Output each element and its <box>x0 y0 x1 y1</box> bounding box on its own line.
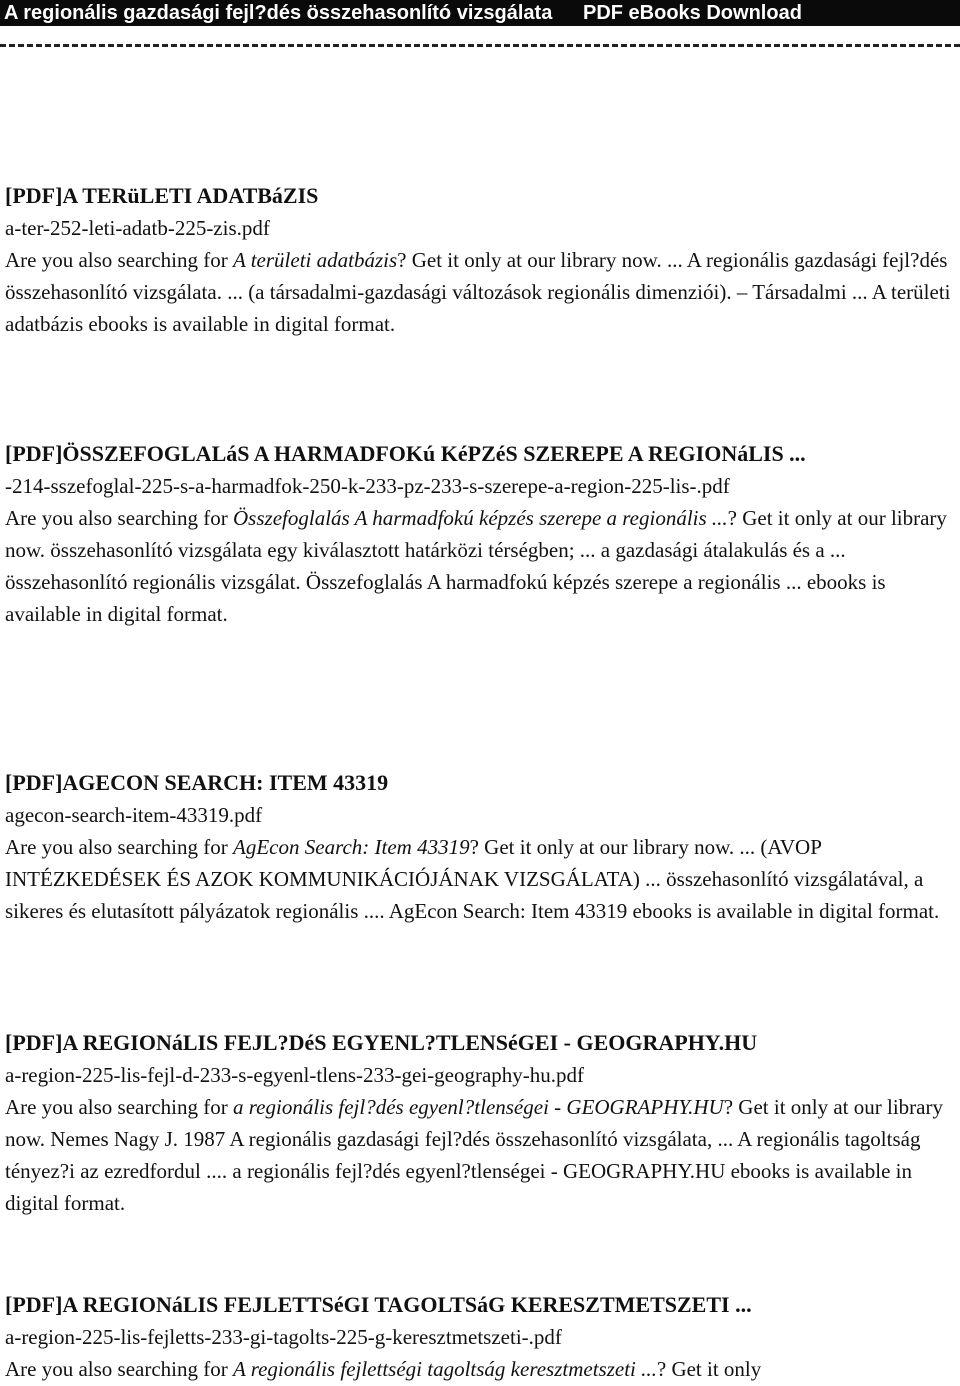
result-entry <box>5 1027 955 1219</box>
search-query: Összefoglalás A harmadfokú képzés szerepe a regionális ... <box>233 506 728 530</box>
result-heading[interactable]: [PDF]ÖSSZEFOGLALáS A HARMADFOKú KéPZéS SZEREPE A REGIONáLIS ... <box>5 441 806 466</box>
result-entry <box>5 1289 955 1385</box>
result-entry <box>5 767 955 927</box>
result-description: Are you also searching for Összefoglalás A harmadfokú képzés szerepe a regionális ...? Get it only at our library now. összehasonlító vizsgálata egy kiválasztott határközi térségben; ... a gazdasági átalakulás és a ... összehasonlító regionális vizsgálat. Összefoglalás A harmadfokú képzés szerepe a regionális ... ebooks is available in digital format. <box>5 506 947 626</box>
result-filename: a-ter-252-leti-adatb-225-zis.pdf <box>5 216 270 240</box>
result-entry <box>5 180 955 340</box>
result-filename: agecon-search-item-43319.pdf <box>5 803 263 827</box>
search-query: A regionális fejlettségi tagoltság keresztmetszeti ... <box>233 1357 657 1381</box>
brand-label: PDF eBooks Download <box>583 2 802 24</box>
result-description: Are you also searching for A regionális fejlettségi tagoltság keresztmetszeti ...? Get it only <box>5 1357 762 1381</box>
search-query: A területi adatbázis <box>233 248 398 272</box>
result-heading[interactable]: [PDF]A REGIONáLIS FEJL?DéS EGYENL?TLENSéGEI - GEOGRAPHY.HU <box>5 1030 758 1055</box>
document-title: A regionális gazdasági fejl?dés összehasonlító vizsgálata <box>4 2 553 24</box>
search-query: AgEcon Search: Item 43319 <box>233 835 470 859</box>
result-description: Are you also searching for AgEcon Search: Item 43319? Get it only at our library now. ... (AVOP INTÉZKEDÉSEK ÉS AZOK KOMMUNIKÁCIÓJÁNAK VIZSGÁLATA) ... összehasonlító vizsgálatával, a sikeres és elutasított pályázatok regionális .... AgEcon Search: Item 43319 ebooks is available in digital format. <box>5 835 940 923</box>
result-heading[interactable]: [PDF]A TERüLETI ADATBáZIS <box>5 183 319 208</box>
result-heading[interactable]: [PDF]A REGIONáLIS FEJLETTSéGI TAGOLTSáG KERESZTMETSZETI ... <box>5 1292 752 1317</box>
result-description: Are you also searching for A területi adatbázis? Get it only at our library now. ... A regionális gazdasági fejl?dés összehasonlító vizsgálata. ... (a társadalmi-gazdasági változások regionális dimenziói). ‒ Társadalmi ... A területi adatbázis ebooks is available in digital format. <box>5 248 951 336</box>
result-description: Are you also searching for a regionális fejl?dés egyenl?tlenségei - GEOGRAPHY.HU? Get it only at our library now. Nemes Nagy J. 1987 A regionális gazdasági fejl?dés összehasonlító vizsgálata, ... A regionális tagoltság tényez?i az ezredfordul .... a regionális fejl?dés egyenl?tlenségei - GEOGRAPHY.HU ebooks is available in digital format. <box>5 1095 943 1215</box>
result-filename: -214-sszefoglal-225-s-a-harmadfok-250-k-233-pz-233-s-szerepe-a-region-225-lis-.pdf <box>5 474 730 498</box>
result-heading[interactable]: [PDF]AGECON SEARCH: ITEM 43319 <box>5 770 389 795</box>
result-filename: a-region-225-lis-fejl-d-233-s-egyenl-tlens-233-gei-geography-hu.pdf <box>5 1063 585 1087</box>
search-query: a regionális fejl?dés egyenl?tlenségei - GEOGRAPHY.HU <box>233 1095 724 1119</box>
page-header <box>0 0 960 26</box>
result-entry <box>5 438 955 630</box>
result-filename: a-region-225-lis-fejletts-233-gi-tagolts-225-g-keresztmetszeti-.pdf <box>5 1325 562 1349</box>
header-divider <box>0 44 960 47</box>
